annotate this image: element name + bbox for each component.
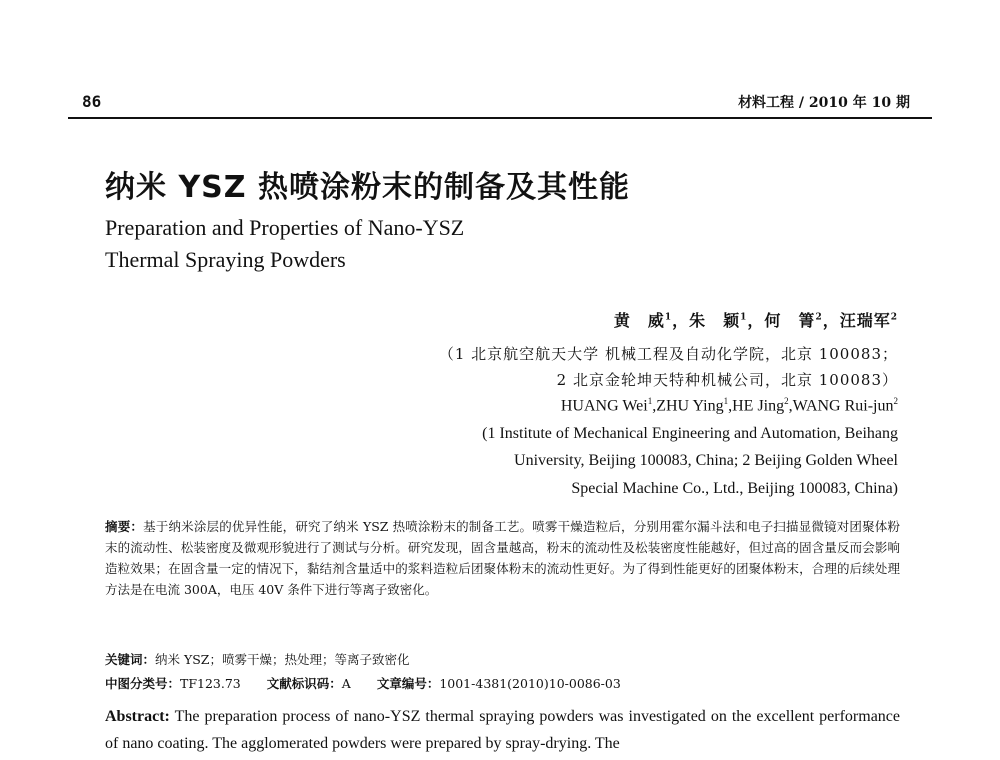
- author-en: WANG Rui-jun: [792, 397, 894, 415]
- header-rule: [68, 117, 932, 119]
- title-cn: 纳米 YSZ 热喷涂粉末的制备及其性能: [105, 170, 630, 205]
- keywords-label: 关键词：: [105, 652, 156, 667]
- title-en-line-1: Preparation and Properties of Nano-YSZ: [105, 215, 465, 240]
- clc-label: 中图分类号：: [105, 676, 181, 691]
- author-en: ZHU Ying: [656, 397, 724, 415]
- author-affil-sup: 1: [723, 396, 729, 406]
- abstract-en-text: The preparation process of nano-YSZ thermal spraying powders was investigated on the excellent performance of nano coating. The agglomerated powders were prepared by spray-drying. The: [105, 708, 900, 752]
- article-number-label: 文章编号：: [376, 676, 440, 691]
- author-cn: 朱 颖: [689, 311, 741, 330]
- clc-value: TF123.73: [180, 676, 241, 691]
- title-en-line-2: Thermal Spraying Powders: [105, 247, 346, 272]
- journal-header: 材料工程 / 2010 年 10 期: [738, 95, 910, 111]
- author-cn: 何 箐: [764, 311, 816, 330]
- keywords: [105, 650, 410, 668]
- abstract-cn-text: 基于纳米涂层的优异性能，研究了纳米 YSZ 热喷涂粉末的制备工艺。喷雾干燥造粒后，分别用霍尔漏斗法和电子扫描显微镜对团聚体粉末的流动性、松装密度及微观形貌进行了测试与分析。研究发现，固含量越高，粉末的流动性及松装密度性能越好，但过高的固含量反而会影响造粒效果；在固含量一定的情况下，黏结剂含量适中的浆料造粒后团聚体粉末的流动性更好。为了得到性能更好的团聚体粉末，合理的后续处理方法是在电流 300A，电压 40V 条件下进行等离子致密化。: [105, 519, 900, 597]
- article-number-value: 1001-4381(2010)10-0086-03: [439, 676, 621, 691]
- affiliation-cn-line-2: 2 北京金轮坤天特种机械公司，北京 100083）: [556, 371, 898, 389]
- authors-cn: 黄 威$^1$，朱 颖$^1$，何 箐$^2$，汪瑞军$^2$: [613, 311, 898, 330]
- author-affil-sup: 2: [893, 396, 898, 406]
- author-cn: 汪瑞军: [839, 311, 891, 330]
- affiliation-en-line-3: Special Machine Co., Ltd., Beijing 100083, China): [571, 480, 898, 497]
- doc-code-value: A: [341, 676, 351, 691]
- abstract-en: [105, 703, 900, 757]
- classification-line: [105, 674, 621, 692]
- author-affil-sup: 2: [815, 312, 823, 323]
- author-en: HE Jing: [732, 397, 785, 415]
- affiliation-en-line-1: (1 Institute of Mechanical Engineering and Automation, Beihang: [482, 425, 898, 442]
- abstract-cn-label: 摘要：: [105, 519, 144, 534]
- author-affil-sup: 1: [740, 312, 748, 323]
- affiliation-en-line-2: University, Beijing 100083, China; 2 Beijing Golden Wheel: [514, 452, 898, 469]
- author-affil-sup: 1: [664, 312, 673, 323]
- doc-code-label: 文献标识码：: [266, 676, 342, 691]
- abstract-cn: [105, 516, 900, 600]
- page-number: 86: [82, 92, 102, 111]
- author-affil-sup: 2: [890, 312, 898, 323]
- authors-en: HUANG Wei$^1$,ZHU Ying$^1$,HE Jing$^2$,WANG Rui-jun$^2$: [560, 396, 898, 415]
- author-affil-sup: 2: [784, 396, 789, 406]
- author-cn: 黄 威: [613, 311, 665, 330]
- keywords-text: 纳米 YSZ；喷雾干燥；热处理；等离子致密化: [155, 652, 410, 667]
- abstract-en-label: Abstract:: [105, 708, 170, 725]
- affiliation-cn-line-1: （1 北京航空航天大学 机械工程及自动化学院，北京 100083；: [438, 345, 898, 363]
- author-affil-sup: 1: [647, 396, 653, 406]
- author-en: HUANG Wei: [560, 397, 648, 415]
